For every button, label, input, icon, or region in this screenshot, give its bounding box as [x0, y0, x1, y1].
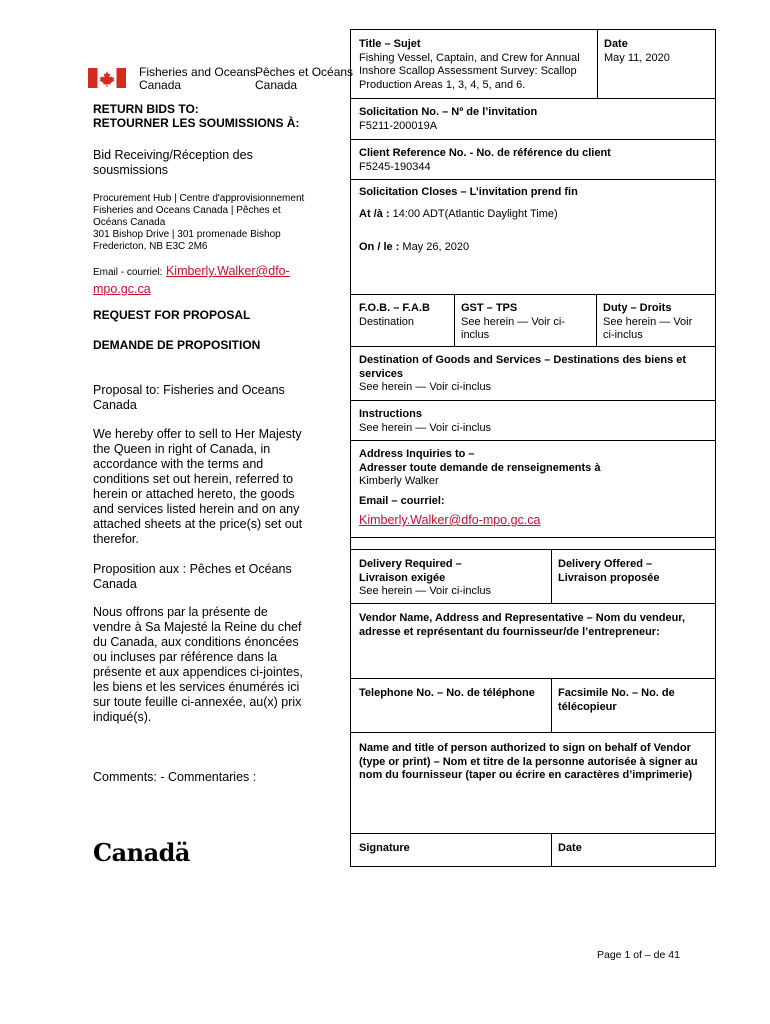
solicitation-closes-cell [353, 184, 713, 257]
duty-label: Duty – Droits [603, 302, 672, 314]
address-line: Fisheries and Oceans Canada | Pêches et [93, 205, 281, 216]
canada-flag-logo [88, 68, 126, 88]
canada-wordmark: Canadä [93, 838, 190, 867]
proposal-to [93, 383, 343, 413]
inquiries-label-2: Adresser toute demande de renseignements à [359, 461, 601, 474]
delivery-required-cell [353, 556, 551, 601]
dept-fr-line-1: Pêches et Océans [255, 65, 354, 79]
return-bids-heading [93, 102, 343, 130]
signature-cell[interactable] [353, 840, 551, 858]
title-label: Title – Sujet [359, 38, 421, 50]
row-divider [350, 833, 716, 834]
proposition-line-1: Proposition aux : Pêches et Océans [93, 562, 292, 576]
proposal-to-line-1: Proposal to: Fisheries and Oceans [93, 383, 285, 397]
dept-fr-line-2: Canada [255, 78, 298, 92]
department-name-french [255, 66, 353, 92]
delivery-required-label-2: Livraison exigée [359, 571, 446, 584]
email-label: Email - courriel: [93, 267, 163, 278]
return-bids-en: RETURN BIDS TO: [93, 102, 199, 116]
signature-date-label: Date [558, 842, 582, 854]
solicitation-label: Solicitation No. – Nº de l’invitation [359, 106, 538, 118]
row-divider [350, 346, 716, 347]
bid-receiving [93, 148, 343, 178]
client-reference-cell [353, 145, 713, 176]
row-divider [350, 603, 716, 604]
inquiries-cell [353, 446, 713, 530]
duty-value-line-2: ci-inclus [603, 329, 643, 341]
fax-label-2: télécopieur [558, 700, 617, 713]
at-label: At /à : [359, 207, 390, 220]
solicitation-number: F5211-200019A [359, 119, 438, 132]
delivery-required-value: See herein — Voir ci-inclus [359, 585, 492, 597]
proposition-aux [93, 562, 343, 592]
instructions-cell [353, 406, 713, 437]
comments-label: Comments: - Commentaries : [93, 770, 257, 784]
email-label: Email – courriel: [359, 494, 445, 507]
delivery-offered-cell [552, 556, 714, 587]
title-line-3: Production Areas 1, 3, 4, 5, and 6. [359, 78, 526, 91]
dept-en-line-2: Canada [139, 78, 182, 92]
row-divider [350, 678, 716, 679]
client-reference-label: Client Reference No. - No. de référence du client [359, 147, 611, 159]
bid-receiving-line-2: sousmissions [93, 163, 169, 177]
closing-date [359, 241, 707, 255]
offer-text-french: Nous offrons par la présente de vendre à Sa Majesté la Reine du chef du Canada, aux conditions énoncées ou incluses par référence dans la présente et aux appendices ci-jointes, les biens et les services énumérés ici sur toute feuille ci-annexée, au(x) prix indiqué(s). [93, 605, 303, 724]
signature-date-cell[interactable] [552, 840, 714, 858]
destination-label-1: Destination of Goods and Services – Destinations des biens et [359, 354, 687, 366]
telephone-cell[interactable] [353, 685, 551, 703]
authorized-line-1: Name and title of person authorized to sign on behalf of Vendor [359, 742, 691, 754]
inquiries-label-1: Address Inquiries to – [359, 448, 475, 460]
inquiries-contact: Kimberly Walker [359, 475, 439, 487]
destination-label-2: services [359, 367, 404, 380]
row-divider [350, 400, 716, 401]
row-divider [350, 537, 716, 538]
authorized-line-2: (type or print) – Nom et titre de la personne autorisée à signer au [359, 755, 698, 768]
fax-cell[interactable] [552, 685, 714, 716]
duty-cell [597, 300, 715, 345]
fax-label-1: Facsimile No. – No. de [558, 687, 675, 699]
delivery-required-label-1: Delivery Required – [359, 558, 462, 570]
title-line-1: Fishing Vessel, Captain, and Crew for Annual [359, 51, 580, 64]
vendor-label-1: Vendor Name, Address and Representative – Nom du vendeur, [359, 612, 686, 624]
page-number: Page 1 of – de 41 [597, 949, 680, 961]
gst-value-line-2: inclus [461, 329, 490, 341]
dept-en-line-1: Fisheries and Oceans [139, 65, 256, 79]
rfp-title-fr: DEMANDE DE PROPOSITION [93, 338, 261, 352]
bid-receiving-line-1: Bid Receiving/Réception des [93, 148, 253, 162]
email-link-part-2[interactable]: mpo.gc.ca [93, 282, 151, 296]
address-line: Océans Canada [93, 217, 166, 228]
row-divider [350, 549, 716, 550]
gst-value-line-1: See herein — Voir ci- [461, 315, 565, 328]
row-divider [350, 294, 716, 295]
date-value: May 11, 2020 [604, 51, 670, 64]
delivery-offered-label-2: Livraison proposée [558, 571, 660, 584]
proposition-line-2: Canada [93, 577, 137, 591]
closes-label: Solicitation Closes – L’invitation prend fin [359, 186, 578, 198]
on-value: May 26, 2020 [402, 241, 470, 253]
email-link-part-1[interactable]: Kimberly.Walker@dfo- [165, 264, 290, 278]
row-divider [350, 179, 716, 180]
authorized-person-cell[interactable] [353, 740, 713, 785]
address-line: Fredericton, NB E3C 2M6 [93, 241, 208, 252]
department-name-english [139, 66, 256, 92]
on-label: On / le : [359, 241, 400, 253]
row-divider [350, 98, 716, 99]
gst-label: GST – TPS [461, 302, 518, 314]
date-cell [598, 36, 716, 67]
vendor-label-2: adresse et représentant du fournisseur/de l’entrepreneur: [359, 625, 660, 638]
vendor-cell[interactable] [353, 610, 713, 641]
offer-text-english: We hereby offer to sell to Her Majesty the Queen in right of Canada, in accordance with the terms and conditions set out herein, referred to herein or attached hereto, the goods and services listed herein and on any attached sheets at the price(s) set out therefor. [93, 427, 303, 546]
destination-cell [353, 352, 713, 397]
duty-value-line-1: See herein — Voir [603, 315, 693, 328]
return-address [93, 193, 343, 253]
authorized-line-3: nom du fournisseur (taper ou écrire en caractères d’imprimerie) [359, 769, 693, 781]
destination-value: See herein — Voir ci-inclus [359, 381, 492, 393]
date-label: Date [604, 38, 628, 50]
fob-cell [353, 300, 455, 331]
address-line: Procurement Hub | Centre d'approvisionnement [93, 193, 305, 204]
fob-label: F.O.B. – F.A.B [359, 302, 430, 314]
instructions-value: See herein — Voir ci-inclus [359, 421, 492, 434]
instructions-label: Instructions [359, 408, 422, 420]
telephone-label: Telephone No. – No. de téléphone [359, 687, 535, 699]
proposal-to-line-2: Canada [93, 398, 137, 412]
fob-value: Destination [359, 315, 415, 328]
address-line: 301 Bishop Drive | 301 promenade Bishop [93, 229, 281, 240]
contact-email-link[interactable]: Kimberly.Walker@dfo-mpo.gc.ca [359, 513, 541, 527]
rfp-title-en: REQUEST FOR PROPOSAL [93, 308, 251, 322]
email-block [93, 263, 343, 297]
at-value: 14:00 ADT(Atlantic Daylight Time) [392, 207, 558, 220]
gst-cell [455, 300, 596, 345]
solicitation-cell [353, 104, 713, 135]
delivery-offered-label-1: Delivery Offered – [558, 558, 653, 570]
title-line-2: Inshore Scallop Assessment Survey: Scallop [359, 65, 577, 77]
row-divider [350, 139, 716, 140]
title-cell [353, 36, 599, 94]
client-reference-number: F5245-190344 [359, 160, 431, 173]
row-divider [350, 732, 716, 733]
return-bids-fr: RETOURNER LES SOUMISSIONS À: [93, 116, 300, 130]
row-divider [350, 440, 716, 441]
closing-time [359, 208, 707, 222]
signature-label: Signature [359, 842, 410, 854]
